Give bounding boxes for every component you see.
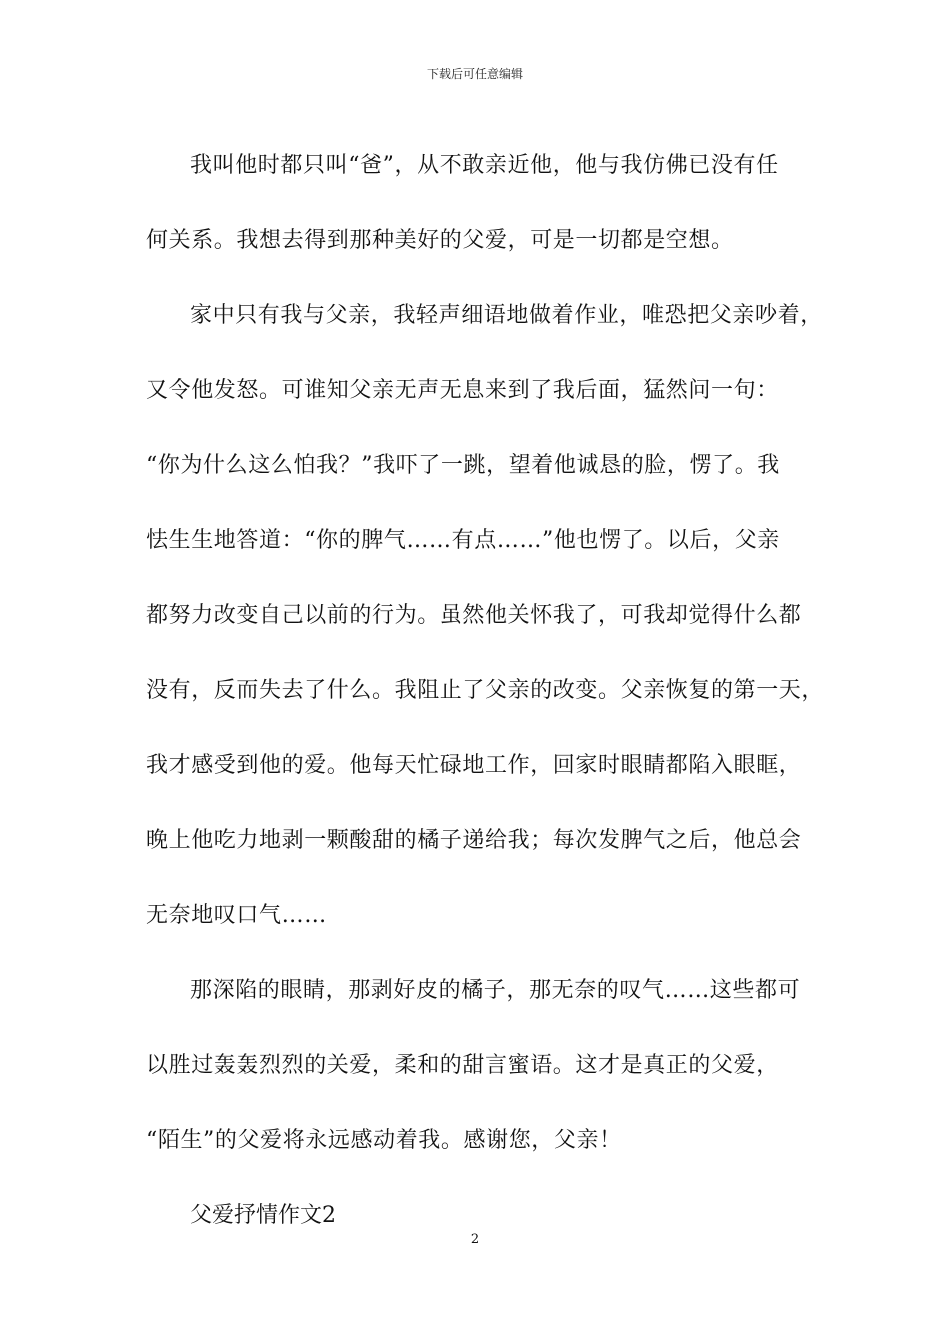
text-line: 又令他发怒。可谁知父亲无声无息来到了我后面，猛然问一句： [146,378,779,403]
text-line: 何关系。我想去得到那种美好的父爱，可是一切都是空想。 [146,228,734,253]
text-line: 以胜过轰轰烈烈的关爱，柔和的甜言蜜语。这才是真正的父爱， [146,1053,779,1078]
text-line: 都努力改变自己以前的行为。虽然他关怀我了，可我却觉得什么都 [146,603,802,628]
text-line: “你为什么这么怕我？”我吓了一跳，望着他诚恳的脸，愣了。我 [146,453,780,478]
text-line: 无奈地叹口气…… [146,903,327,928]
text-line: 我叫他时都只叫“爸”，从不敢亲近他，他与我仿佛已没有任 [190,153,779,178]
page-number: 2 [470,1232,480,1247]
text-line: 没有，反而失去了什么。我阻止了父亲的改变。父亲恢复的第一天， [146,678,825,703]
text-line: 那深陷的眼睛，那剥好皮的橘子，那无奈的叹气……这些都可 [190,978,801,1003]
paragraph-3 [146,953,836,1178]
paragraph-1 [146,128,836,278]
text-line: 怯生生地答道：“你的脾气……有点……”他也愣了。以后，父亲 [146,528,780,553]
text-line: 我才感受到他的爱。他每天忙碌地工作，回家时眼睛都陷入眼眶， [146,753,802,778]
section-subtitle: 父爱抒情作文2 [190,1203,336,1228]
text-line: 晚上他吃力地剥一颗酸甜的橘子递给我；每次发脾气之后，他总会 [146,828,802,853]
paragraph-2 [146,278,836,953]
page-header: 下载后可任意编辑 [426,67,523,81]
text-line: “陌生”的父爱将永远感动着我。感谢您，父亲！ [146,1128,622,1153]
document-body [146,128,836,1253]
text-line: 家中只有我与父亲，我轻声细语地做着作业，唯恐把父亲吵着， [190,303,823,328]
